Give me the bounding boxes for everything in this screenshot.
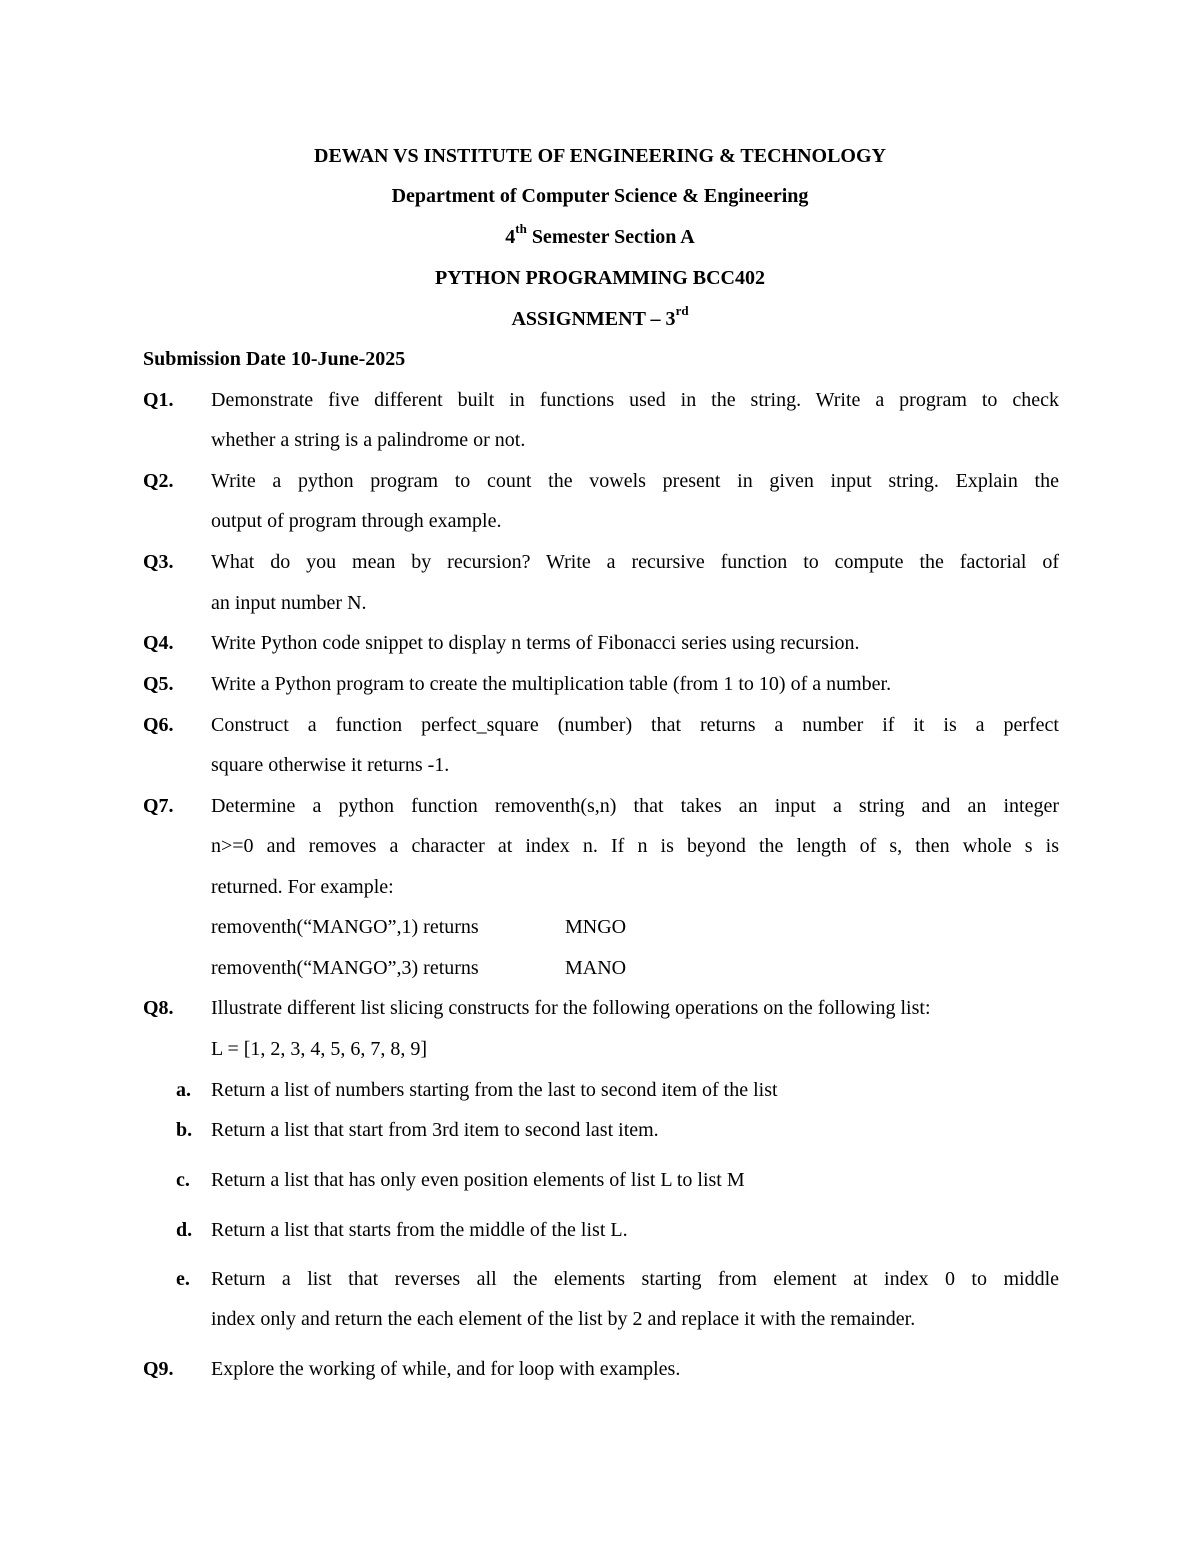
list-definition: L = [1, 2, 3, 4, 5, 6, 7, 8, 9] [211,1038,428,1060]
question-text: Determine a python function removenth(s,n) that takes an input a string and an integer [211,795,1059,817]
example-call: removenth(“MANGO”,3) returns [211,957,479,979]
question-number: Q1. [143,389,174,411]
question-number: Q9. [143,1358,174,1380]
question-number: Q6. [143,714,174,736]
question-text: Write Python code snippet to display n terms of Fibonacci series using recursion. [211,632,860,654]
question-text: Explore the working of while, and for loop with examples. [211,1358,681,1380]
question-number: Q3. [143,551,174,573]
sub-question-label: d. [176,1219,193,1241]
assignment-label: ASSIGNMENT – 3 [511,308,676,330]
sub-question-label: a. [176,1079,191,1101]
department-name: Department of Computer Science & Engineering [391,185,809,207]
semester-section: Semester Section A [526,226,695,248]
question-number: Q8. [143,997,174,1019]
question-number: Q5. [143,673,174,695]
sub-question-text: Return a list that reverses all the elements starting from element at index 0 to middle [211,1268,1059,1290]
question-text: What do you mean by recursion? Write a recursive function to compute the factorial of [211,551,1059,573]
semester-number: 4 [505,226,516,248]
institute-name: DEWAN VS INSTITUTE OF ENGINEERING & TECHNOLOGY [314,145,886,167]
submission-date: Submission Date 10-June-2025 [143,348,406,370]
question-text: Construct a function perfect_square (number) that returns a number if it is a perfect [211,714,1059,736]
assignment-title [0,303,1200,331]
assignment-suffix: rd [675,303,689,319]
sub-question-text: Return a list that has only even position elements of list L to list M [211,1169,745,1191]
example-call: removenth(“MANGO”,1) returns [211,916,479,938]
question-text: Illustrate different list slicing constructs for the following operations on the following list: [211,997,931,1019]
question-text: Demonstrate five different built in functions used in the string. Write a program to check [211,389,1059,411]
course-title: PYTHON PROGRAMMING BCC402 [435,267,765,289]
question-number: Q4. [143,632,174,654]
example-result: MNGO [565,916,627,938]
question-number: Q2. [143,470,174,492]
question-text: output of program through example. [211,510,502,532]
sub-question-text: Return a list of numbers starting from the last to second item of the list [211,1079,778,1101]
question-text: square otherwise it returns -1. [211,754,450,776]
semester-suffix: th [515,221,527,237]
sub-question-text: Return a list that start from 3rd item to second last item. [211,1119,659,1141]
question-text: Write a Python program to create the multiplication table (from 1 to 10) of a number. [211,673,892,695]
question-number: Q7. [143,795,174,817]
question-text: Write a python program to count the vowels present in given input string. Explain the [211,470,1059,492]
question-text: an input number N. [211,592,367,614]
example-result: MANO [565,957,627,979]
sub-question-text: index only and return the each element of the list by 2 and replace it with the remainder. [211,1308,916,1330]
sub-question-text: Return a list that starts from the middle of the list L. [211,1219,628,1241]
semester-line [0,221,1200,249]
question-text: returned. For example: [211,876,394,898]
question-text: n>=0 and removes a character at index n. If n is beyond the length of s, then whole s is [211,835,1059,857]
sub-question-label: c. [176,1169,190,1191]
sub-question-label: b. [176,1119,193,1141]
question-text: whether a string is a palindrome or not. [211,429,526,451]
sub-question-label: e. [176,1268,190,1290]
